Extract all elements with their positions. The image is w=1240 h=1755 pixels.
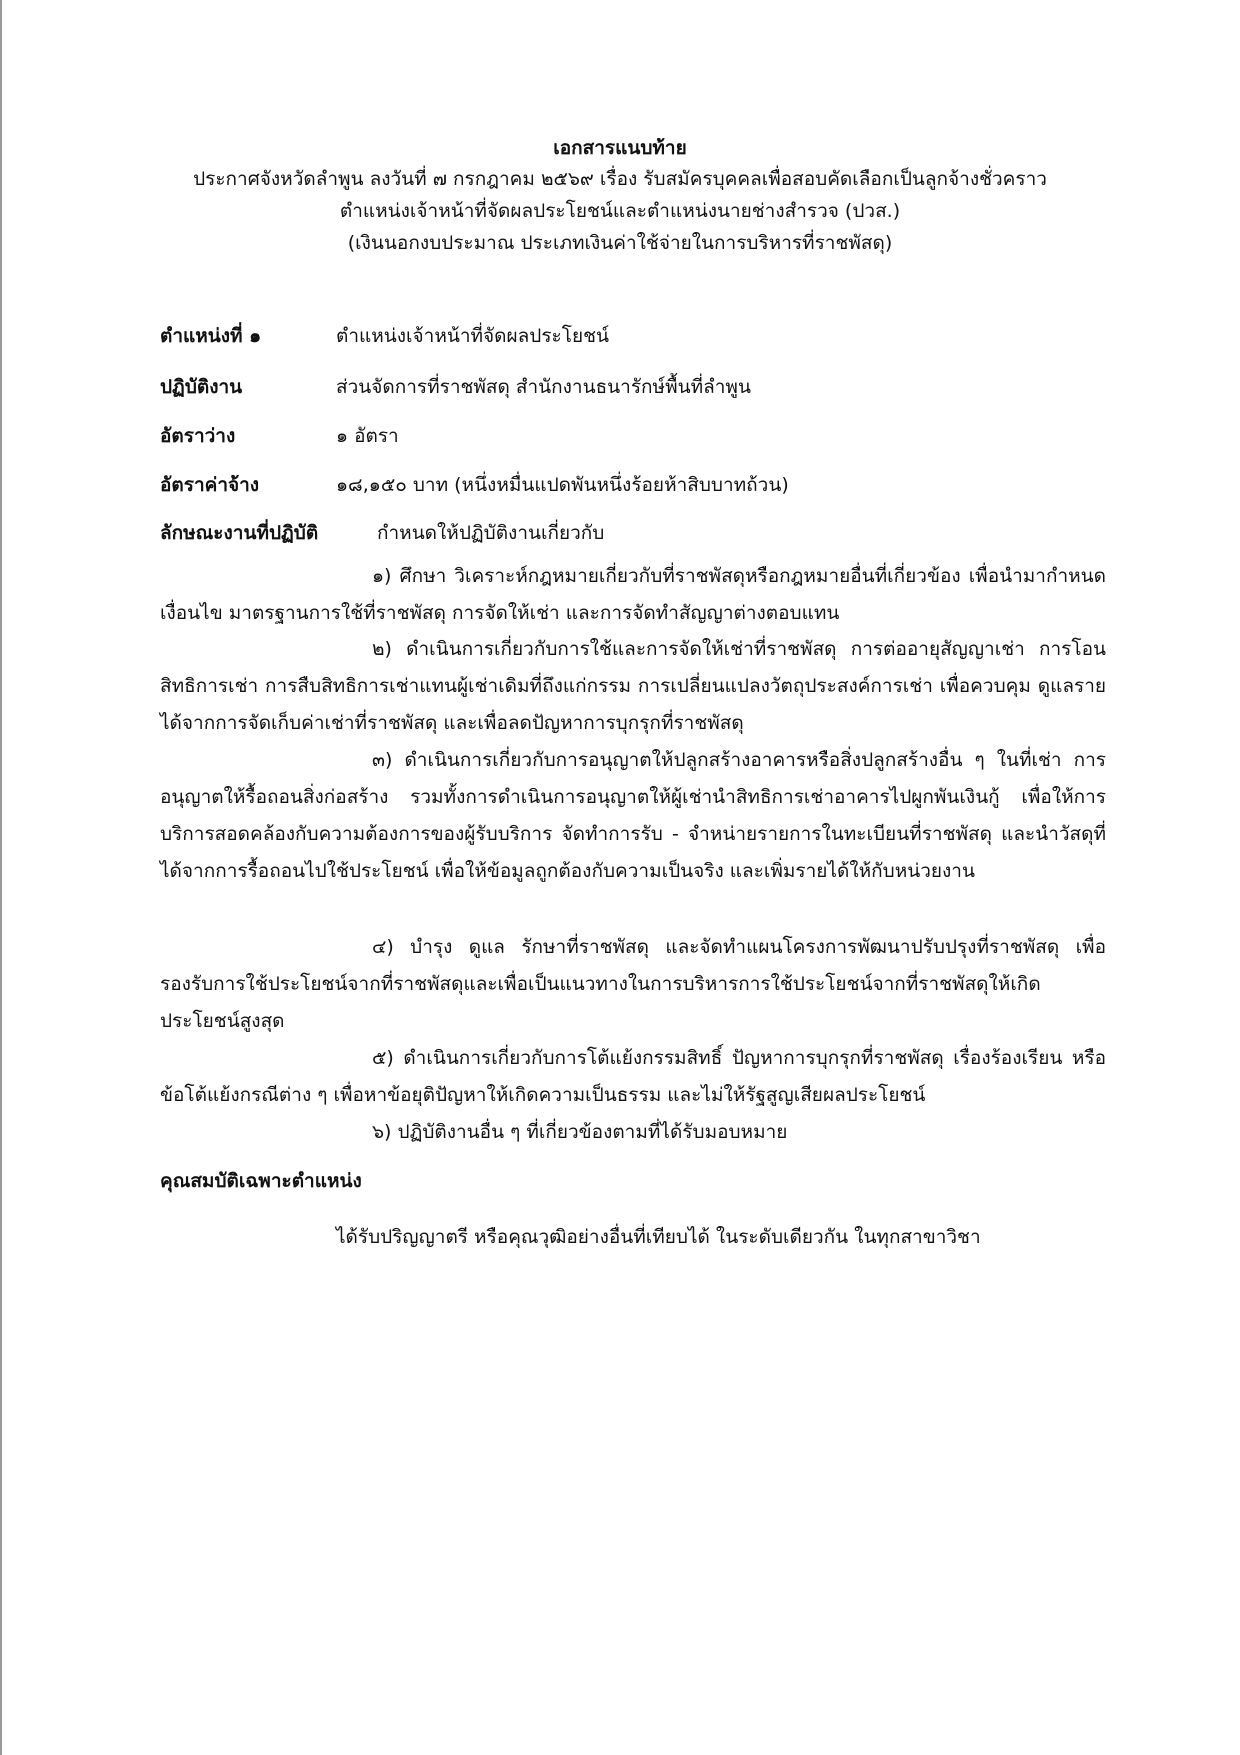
duty-item: ๔) บำรุง ดูแล รักษาที่ราชพัสดุ และจัดทำแผนโครงการพัฒนาปรับปรุงที่ราชพัสดุ เพื่อรองรับการใช้ประโยชน์จากที่ราชพัสดุและเพื่อเป็นแนวทางในการบริหารการใช้ประโยชน์จากที่ราชพัสดุให้เกิดประโยชน์สูงสุด: [160, 936, 1106, 1032]
duty-item: ๓) ดำเนินการเกี่ยวกับการอนุญาตให้ปลูกสร้างอาคารหรือสิ่งปลูกสร้างอื่น ๆ ในที่เช่า การอนุญาตให้รื้อถอนสิ่งก่อสร้าง รวมทั้งการดำเนินการอนุญาตให้ผู้เช่านำสิทธิการเช่าอาคารไปผูกพันเงินกู้ เพื่อให้การบริการสอดคล้องกับความต้องการของผู้รับบริการ จัดทำการรับ - จำหน่ายรายการในทะเบียนที่ราชพัสดุ และนำวัสดุที่ได้จากการรื้อถอนไปใช้ประโยชน์ เพื่อให้ข้อมูลถูกต้องกับความเป็นจริง และเพิ่มรายได้ให้กับหน่วยงาน: [160, 749, 1106, 882]
position-value: ตำแหน่งเจ้าหน้าที่จัดผลประโยชน์: [336, 325, 609, 347]
position-label: ตำแหน่งที่ ๑: [160, 325, 262, 347]
workplace-label: ปฏิบัติงาน: [160, 376, 243, 398]
budget-line: (เงินนอกงบประมาณ ประเภทเงินค่าใช้จ่ายในการบริหารที่ราชพัสดุ): [347, 232, 893, 254]
wage-value: ๑๘,๑๕๐ บาท (หนึ่งหมื่นแปดพันหนึ่งร้อยห้าสิบบาทถ้วน): [336, 474, 789, 496]
duties-intro: กำหนดให้ปฏิบัติงานเกี่ยวกับ: [377, 522, 605, 544]
positions-line: ตำแหน่งเจ้าหน้าที่จัดผลประโยชน์และตำแหน่งนายช่างสำรวจ (ปวส.): [339, 200, 901, 222]
duties-label: ลักษณะงานที่ปฏิบัติ: [160, 522, 319, 544]
workplace-value: ส่วนจัดการที่ราชพัสดุ สำนักงานธนารักษ์พื้นที่ลำพูน: [336, 376, 751, 398]
duty-item: ๒) ดำเนินการเกี่ยวกับการใช้และการจัดให้เช่าที่ราชพัสดุ การต่ออายุสัญญาเช่า การโอนสิทธิการเช่า การสืบสิทธิการเช่าแทนผู้เช่าเดิมที่ถึงแก่กรรม การเปลี่ยนแปลงวัตถุประสงค์การเช่า เพื่อควบคุม ดูแลรายได้จากการจัดเก็บค่าเช่าที่ราชพัสดุ และเพื่อลดปัญหาการบุกรุกที่ราชพัสดุ: [160, 638, 1106, 734]
vacancy-value: ๑ อัตรา: [336, 425, 399, 447]
announcement-line: ประกาศจังหวัดลำพูน ลงวันที่ ๗ กรกฎาคม ๒๕๖๙ เรื่อง รับสมัครบุคคลเพื่อสอบคัดเลือกเป็นลูกจ้างชั่วคราว: [193, 168, 1047, 190]
qualifications-heading: คุณสมบัติเฉพาะตำแหน่ง: [160, 1170, 362, 1192]
duty-item: ๕) ดำเนินการเกี่ยวกับการโต้แย้งกรรมสิทธิ์ ปัญหาการบุกรุกที่ราชพัสดุ เรื่องร้องเรียน หรือข้อโต้แย้งกรณีต่าง ๆ เพื่อหาข้อยุติปัญหาให้เกิดความเป็นธรรม และไม่ให้รัฐสูญเสียผลประโยชน์: [160, 1047, 1106, 1106]
wage-label: อัตราค่าจ้าง: [160, 474, 260, 496]
duty-item: ๖) ปฏิบัติงานอื่น ๆ ที่เกี่ยวข้องตามที่ได้รับมอบหมาย: [372, 1121, 788, 1143]
vacancy-label: อัตราว่าง: [160, 425, 236, 447]
document-title: เอกสารแนบท้าย: [553, 137, 687, 159]
qualifications-text: ได้รับปริญญาตรี หรือคุณวุฒิอย่างอื่นที่เทียบได้ ในระดับเดียวกัน ในทุกสาขาวิชา: [336, 1226, 981, 1248]
page-edge-line: [0, 0, 2, 1755]
duty-item: ๑) ศึกษา วิเคราะห์กฎหมายเกี่ยวกับที่ราชพัสดุหรือกฎหมายอื่นที่เกี่ยวข้อง เพื่อนำมากำหนด เงื่อนไข มาตรฐานการใช้ที่ราชพัสดุ การจัดให้เช่า และการจัดทำสัญญาต่างตอบแทน: [160, 565, 1106, 624]
